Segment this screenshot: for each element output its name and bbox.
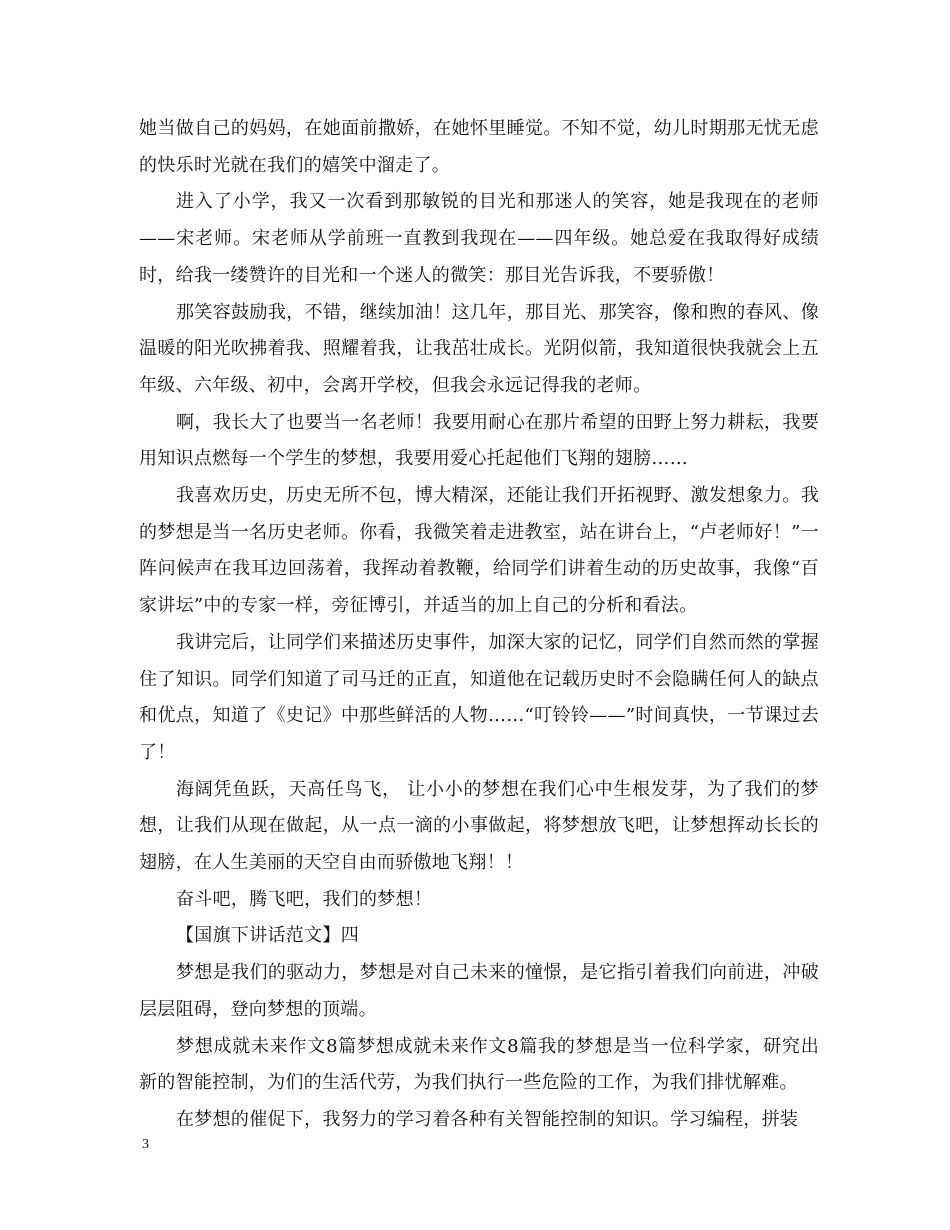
paragraph: 那笑容鼓励我，不错，继续加油！这几年，那目光、那笑容，像和煦的春风、像温暖的阳光吹拂着我、照耀着我，让我茁壮成长。光阴似箭，我知道很快我就会上五年级、六年级、初中，会离开学校，但我会永远记得我的老师。 — [139, 301, 819, 396]
document-body — [139, 111, 819, 1139]
paragraph: 我喜欢历史，历史无所不包，博大精深，还能让我们开拓视野、激发想象力。我的梦想是当一名历史老师。你看，我微笑着走进教室，站在讲台上，“卢老师好！”一阵问候声在我耳边回荡着，我挥动着教鞭，给同学们讲着生动的历史故事，我像“百家讲坛”中的专家一样，旁征博引，并适当的加上自己的分析和看法。 — [139, 485, 819, 617]
paragraph: 梦想成就未来作文8篇梦想成就未来作文8篇我的梦想是当一位科学家，研究出新的智能控制，为们的生活代劳，为我们执行一些危险的工作，为我们排忧解难。 — [139, 1035, 819, 1094]
paragraph: 海阔凭鱼跃，天高任鸟飞， 让小小的梦想在我们心中生根发芽，为了我们的梦想，让我们从现在做起，从一点一滴的小事做起，将梦想放飞吧，让梦想挥动长长的翅膀，在人生美丽的天空自由而骄傲地飞翔！！ — [139, 778, 819, 874]
paragraph: 我讲完后，让同学们来描述历史事件，加深大家的记忆，同学们自然而然的掌握住了知识。同学们知道了司马迁的正直，知道他在记载历史时不会隐瞒任何人的缺点和优点，知道了《史记》中那些鲜活的人物……“叮铃铃——”时间真快，一节课过去了！ — [139, 631, 819, 763]
page-number: 3 — [142, 1137, 149, 1152]
paragraph: 她当做自己的妈妈，在她面前撒娇，在她怀里睡觉。不知不觉，幼儿时期那无忧无虑的快乐时光就在我们的嬉笑中溜走了。 — [139, 118, 819, 176]
section-heading: 【国旗下讲话范文】四 — [176, 925, 359, 947]
paragraph: 进入了小学，我又一次看到那敏锐的目光和那迷人的笑容，她是我现在的老师——宋老师。宋老师从学前班一直教到我现在——四年级。她总爱在我取得好成绩时，给我一缕赞许的目光和一个迷人的微笑：那目光告诉我，不要骄傲！ — [139, 191, 819, 286]
paragraph: 啊，我长大了也要当一名老师！我要用耐心在那片希望的田野上努力耕耘，我要用知识点燃每一个学生的梦想，我要用爱心托起他们飞翔的翅膀…… — [139, 411, 819, 470]
paragraph: 梦想是我们的驱动力，梦想是对自己未来的憧憬，是它指引着我们向前进，冲破层层阻碍，登向梦想的顶端。 — [139, 962, 819, 1020]
paragraph: 在梦想的催促下，我努力的学习着各种有关智能控制的知识。学习编程，拼装 — [176, 1108, 799, 1130]
paragraph: 奋斗吧，腾飞吧，我们的梦想！ — [176, 888, 433, 910]
